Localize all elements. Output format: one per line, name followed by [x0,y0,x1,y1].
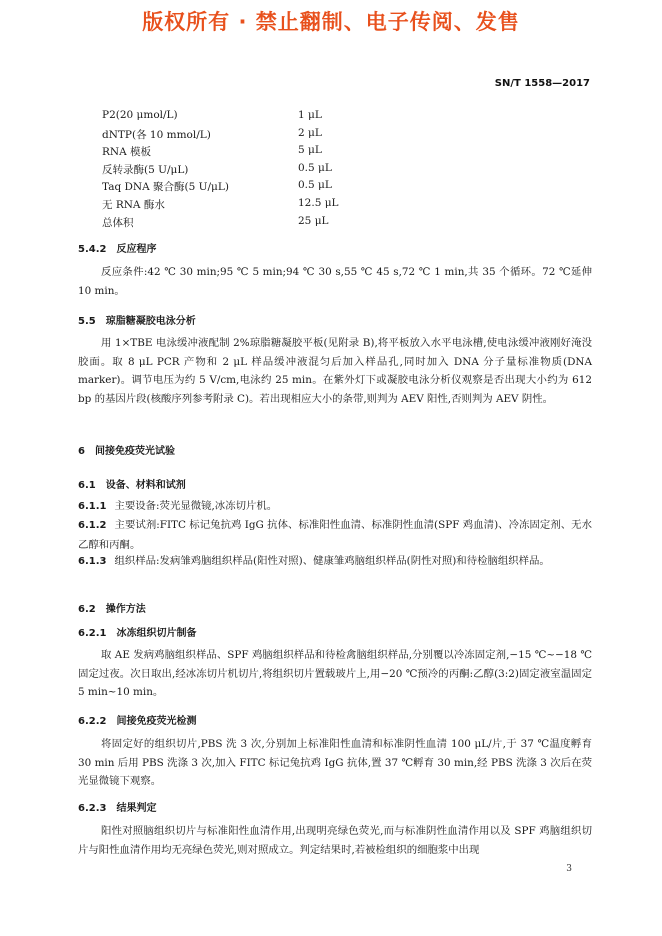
item-text: 主要设备:荧光显微镜,冰冻切片机。 [114,500,278,512]
section-heading-5-4-2 [78,240,156,255]
section-title: 间接免疫荧光试验 [94,446,175,457]
item-6-1-1 [78,497,592,517]
item-text: 主要试剂:FITC 标记兔抗鸡 IgG 抗体、标准阳性血清、标准阴性血清(SPF 鸡血清)、冷冻固定剂、无水乙醇和丙酮。 [78,519,592,551]
section-number: 6.2.2 [78,716,107,727]
section-number: 6.2 [78,604,96,615]
reagent-name: RNA 模板 [102,146,152,159]
section-heading-6-1 [78,476,186,491]
document-number: SN/T 1558—2017 [494,78,590,89]
section-number: 6 [78,446,85,457]
item-number: 6.1.2 [78,520,107,531]
section-number: 6.1 [78,480,96,491]
reagent-name: Taq DNA 聚合酶(5 U/μL) [102,181,229,194]
item-text: 组织样品:发病雏鸡脑组织样品(阳性对照)、健康雏鸡脑组织样品(阴性对照)和待检脑组织样品。 [114,555,550,567]
section-number: 5.5 [78,316,96,327]
section-title: 反应程序 [116,244,157,255]
section-title: 冰冻组织切片制备 [116,628,197,639]
section-number: 5.4.2 [78,244,107,255]
reagent-volume: 0.5 μL [298,161,332,174]
item-6-1-3 [78,552,592,572]
paragraph-reaction-program: 反应条件:42 ℃ 30 min;95 ℃ 5 min;94 ℃ 30 s,55 ℃ 45 s,72 ℃ 1 min,共 35 个循环。72 ℃延伸 10 min。 [78,266,592,297]
section-heading-6-2 [78,600,146,615]
watermark-banner: 版权所有 · 禁止翻制、电子传阅、发售 [142,10,520,34]
section-title: 琼脂糖凝胶电泳分析 [105,316,196,327]
item-number: 6.1.1 [78,501,107,512]
section-title: 间接免疫荧光检测 [116,716,197,727]
item-6-1-2 [78,516,592,554]
reagent-name: dNTP(各 10 mmol/L) [102,128,211,141]
section-heading-6-2-2 [78,712,196,727]
reagent-name: 反转录酶(5 U/μL) [102,163,189,176]
reagent-volume: 25 μL [298,214,329,227]
section-heading-5-5 [78,312,196,327]
reagent-name: 无 RNA 酶水 [102,198,165,211]
section-number: 6.2.1 [78,628,107,639]
paragraph-immunofluorescence: 将固定好的组织切片,PBS 洗 3 次,分别加上标准阳性血清和标准阴性血清 100 μL/片,于 37 ℃温度孵育 30 min 后用 PBS 洗涤 3 次,加入 FITC 标记兔抗鸡 IgG 抗体,置 37 ℃孵育 30 min,经 PBS 洗涤 3 次后在荧光显微镜下观察。 [78,738,592,788]
reagent-name: P2(20 μmol/L) [102,109,178,121]
section-number: 6.2.3 [78,803,107,814]
paragraph-gel-electrophoresis: 用 1×TBE 电泳缓冲液配制 2%琼脂糖凝胶平板(见附录 B),将平板放入水平电泳槽,使电泳缓冲液刚好淹没胶面。取 8 μL PCR 产物和 2 μL 样品缓冲液混匀后加入样品孔,同时加入 DNA 分子量标准物质(DNA marker)。调节电压为约 5 V/cm,电泳约 25 min。在紫外灯下或凝胶电泳分析仪观察是否出现大小约为 612 bp 的基因片段(核酸序列参考附录 C)。若出现相应大小的条带,则判为 AEV 阳性,否则判为 AEV 阴性。 [78,337,592,405]
section-heading-6 [78,442,175,457]
reagent-volume: 12.5 μL [298,196,339,209]
reagent-volume: 0.5 μL [298,179,332,192]
reagent-volume: 1 μL [298,109,322,121]
reagent-name: 总体积 [102,216,134,229]
section-title: 操作方法 [105,604,146,615]
section-heading-6-2-1 [78,624,196,639]
section-title: 设备、材料和试剂 [105,480,186,491]
reagent-volume: 2 μL [298,126,322,139]
reagent-volume: 5 μL [298,144,322,157]
section-title: 结果判定 [116,803,157,814]
section-heading-6-2-3 [78,799,156,814]
paragraph-result-judgement: 阳性对照脑组织切片与标准阳性血清作用,出现明亮绿色荧光,而与标准阴性血清作用以及 SPF 鸡脑组织切片与阳性血清作用均无亮绿色荧光,则对照成立。判定结果时,若被检组织的细胞浆中出现 [78,825,592,856]
paragraph-frozen-section: 取 AE 发病鸡脑组织样品、SPF 鸡脑组织样品和待检禽脑组织样品,分别覆以冷冻固定剂,−15 ℃~−18 ℃固定过夜。次日取出,经冰冻切片机切片,将组织切片置载玻片上,用−20 ℃预冷的丙酮:乙醇(3:2)固定液室温固定 5 min~10 min。 [78,649,592,699]
page-number: 3 [566,864,572,874]
item-number: 6.1.3 [78,556,107,567]
